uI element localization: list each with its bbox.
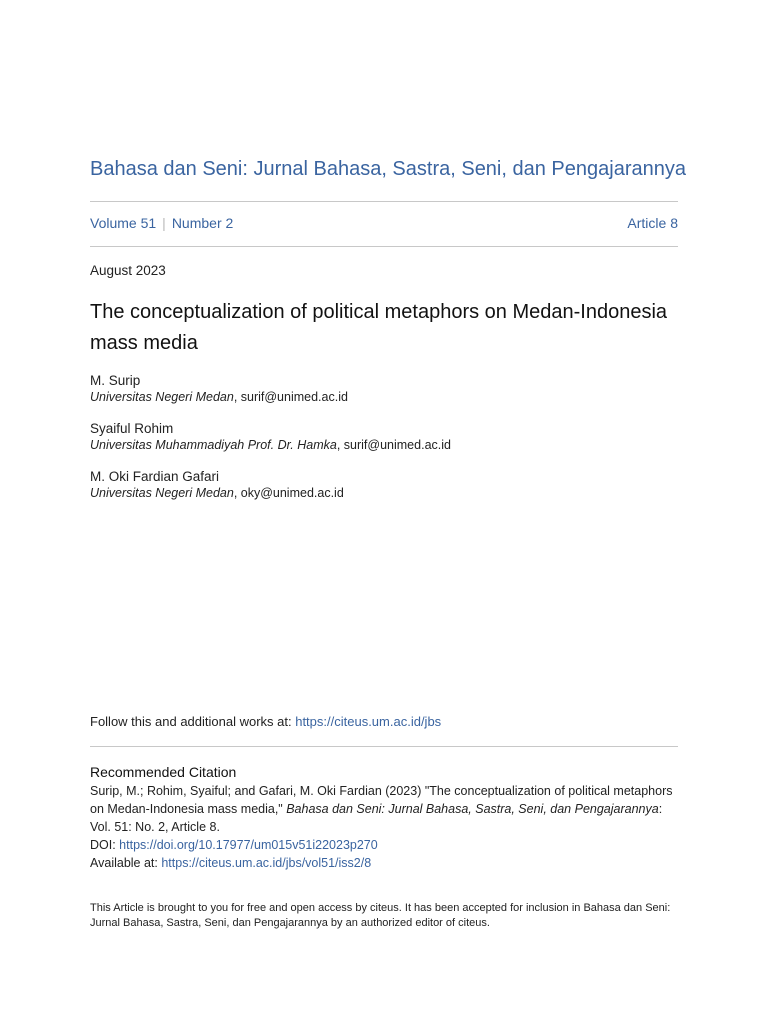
journal-title-link[interactable]: Bahasa dan Seni: Jurnal Bahasa, Sastra, Seni, dan Pengajarannya — [90, 158, 686, 180]
article-title: The conceptualization of political metaphors on Medan-Indonesia mass media — [90, 301, 668, 354]
author-affiliation: Universitas Muhammadiyah Prof. Dr. Hamka — [90, 438, 337, 452]
repository-link[interactable]: https://citeus.um.ac.id/jbs — [295, 714, 442, 729]
citation-volume: : Vol. 51: No. 2, Article 8. — [90, 802, 663, 834]
author-affiliation: Universitas Negeri Medan — [90, 390, 234, 404]
divider — [90, 246, 678, 247]
author-block — [90, 372, 678, 406]
doi-link[interactable]: https://doi.org/10.17977/um015v51i22023p270 — [119, 838, 378, 852]
number-link[interactable]: Number 2 — [171, 215, 234, 231]
volume-link[interactable]: Volume 51 — [90, 215, 157, 231]
author-block — [90, 420, 678, 454]
divider — [90, 201, 678, 202]
author-email: , surif@unimed.ac.id — [233, 390, 348, 404]
recommended-citation-heading: Recommended Citation — [90, 764, 237, 780]
follow-text: Follow this and additional works at: — [90, 714, 296, 729]
follow-line — [90, 713, 678, 731]
author-name: M. Oki Fardian Gafari — [90, 469, 220, 484]
article-number-link[interactable]: Article 8 — [627, 215, 678, 231]
divider — [90, 746, 678, 747]
citation-journal: Bahasa dan Seni: Jurnal Bahasa, Sastra, Seni, dan Pengajarannya — [286, 802, 659, 816]
available-link[interactable]: https://citeus.um.ac.id/jbs/vol51/iss2/8 — [161, 856, 372, 870]
available-label: Available at: — [90, 856, 162, 870]
publication-date: August 2023 — [90, 263, 166, 278]
author-email: , oky@unimed.ac.id — [233, 486, 344, 500]
access-notice: This Article is brought to you for free and open access by citeus. It has been accepted for inclusion in Bahasa dan Seni: Jurnal Bahasa, Sastra, Seni, dan Pengajarannya by an authorized editor of citeus. — [90, 902, 671, 929]
citation-text: Surip, M.; Rohim, Syaiful; and Gafari, M. Oki Fardian (2023) "The conceptualization of political metaphors on Medan-Indonesia mass media," — [90, 784, 673, 816]
author-name: M. Surip — [90, 373, 141, 388]
author-name: Syaiful Rohim — [90, 421, 174, 436]
author-block — [90, 468, 678, 502]
doi-label: DOI: — [90, 838, 120, 852]
author-email: , surif@unimed.ac.id — [336, 438, 451, 452]
issue-separator: | — [162, 215, 166, 231]
citation-block — [90, 782, 678, 872]
author-affiliation: Universitas Negeri Medan — [90, 486, 234, 500]
issue-info-row — [90, 212, 678, 234]
